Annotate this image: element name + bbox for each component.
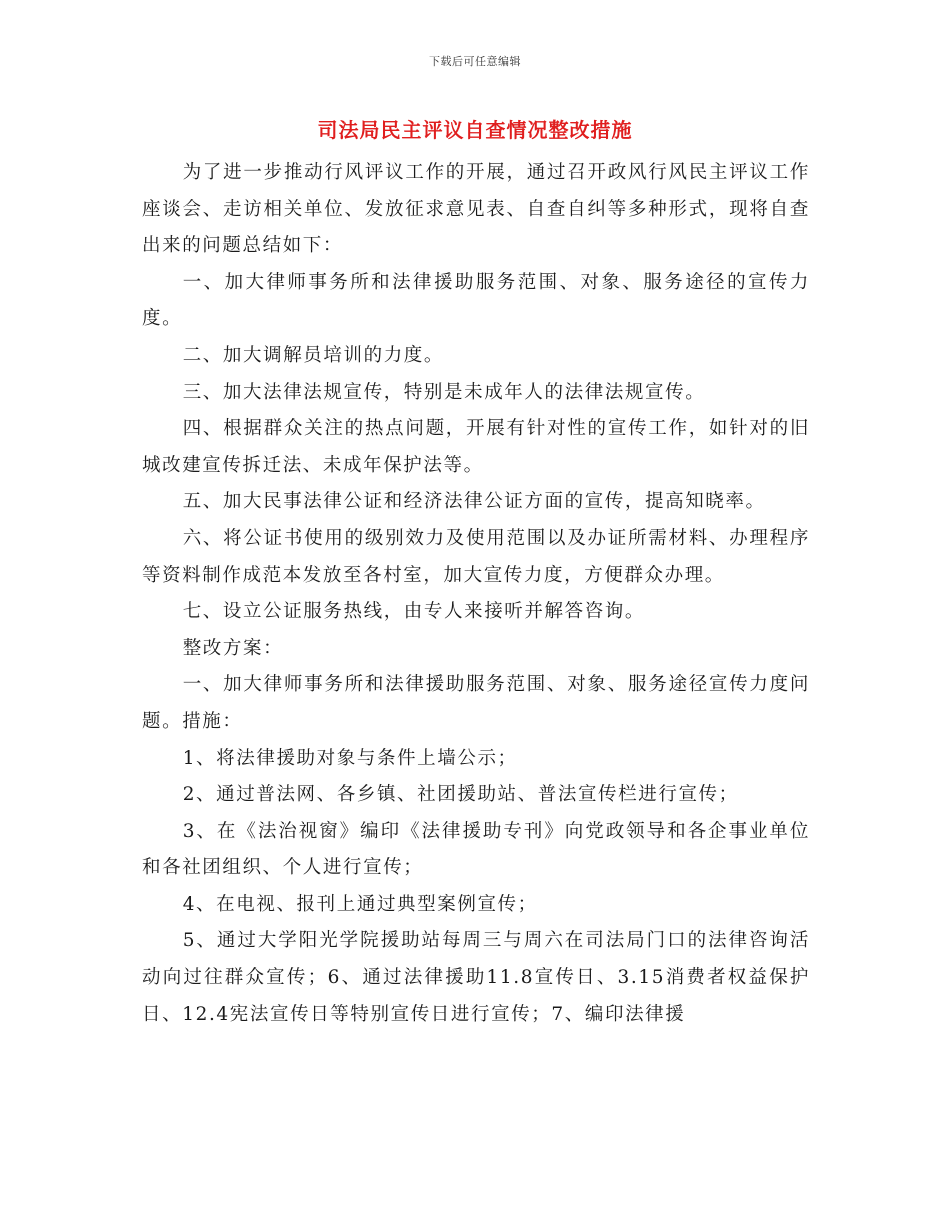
paragraph: 四、根据群众关注的热点问题，开展有针对性的宣传工作，如针对的旧城改建宣传拆迁法、未成年保护法等。 xyxy=(142,418,810,476)
paragraph: 2、通过普法网、各乡镇、社团援助站、普法宣传栏进行宣传； xyxy=(182,784,739,806)
paragraph: 三、加大法律法规宣传，特别是未成年人的法律法规宣传。 xyxy=(182,381,706,403)
document-body xyxy=(142,155,810,1033)
paragraph: 整改方案： xyxy=(182,637,284,659)
paragraph: 4、在电视、报刊上通过典型案例宣传； xyxy=(182,893,538,915)
paragraph: 1、将法律援助对象与条件上墙公示； xyxy=(182,747,518,769)
document-title: 司法局民主评议自查情况整改措施 xyxy=(317,118,633,142)
paragraph: 3、在《法治视窗》编印《法律援助专刊》向党政领导和各企事业单位和各社团组织、个人进行宣传； xyxy=(142,820,810,879)
paragraph: 5、通过大学阳光学院援助站每周三与周六在司法局门口的法律咨询活动向过往群众宣传；6、通过法律援助11.8宣传日、3.15消费者权益保护日、12.4宪法宣传日等特别宣传日进行宣传；7、编印法律援 xyxy=(142,930,810,1025)
paragraph: 七、设立公证服务热线，由专人来接听并解答咨询。 xyxy=(182,601,645,623)
paragraph: 五、加大民事法律公证和经济法律公证方面的宣传，提高知晓率。 xyxy=(182,491,766,513)
header-note: 下载后可任意编辑 xyxy=(429,55,521,68)
paragraph: 一、加大律师事务所和法律援助服务范围、对象、服务途径的宣传力度。 xyxy=(142,271,810,330)
paragraph: 一、加大律师事务所和法律援助服务范围、对象、服务途径宣传力度问题。措施： xyxy=(142,674,810,732)
paragraph: 六、将公证书使用的级别效力及使用范围以及办证所需材料、办理程序等资料制作成范本发放至各村室，加大宣传力度，方便群众办理。 xyxy=(142,527,810,586)
paragraph: 为了进一步推动行风评议工作的开展，通过召开政风行风民主评议工作座谈会、走访相关单位、发放征求意见表、自查自纠等多种形式，现将自查出来的问题总结如下： xyxy=(142,162,810,257)
paragraph: 二、加大调解员培训的力度。 xyxy=(182,344,444,366)
